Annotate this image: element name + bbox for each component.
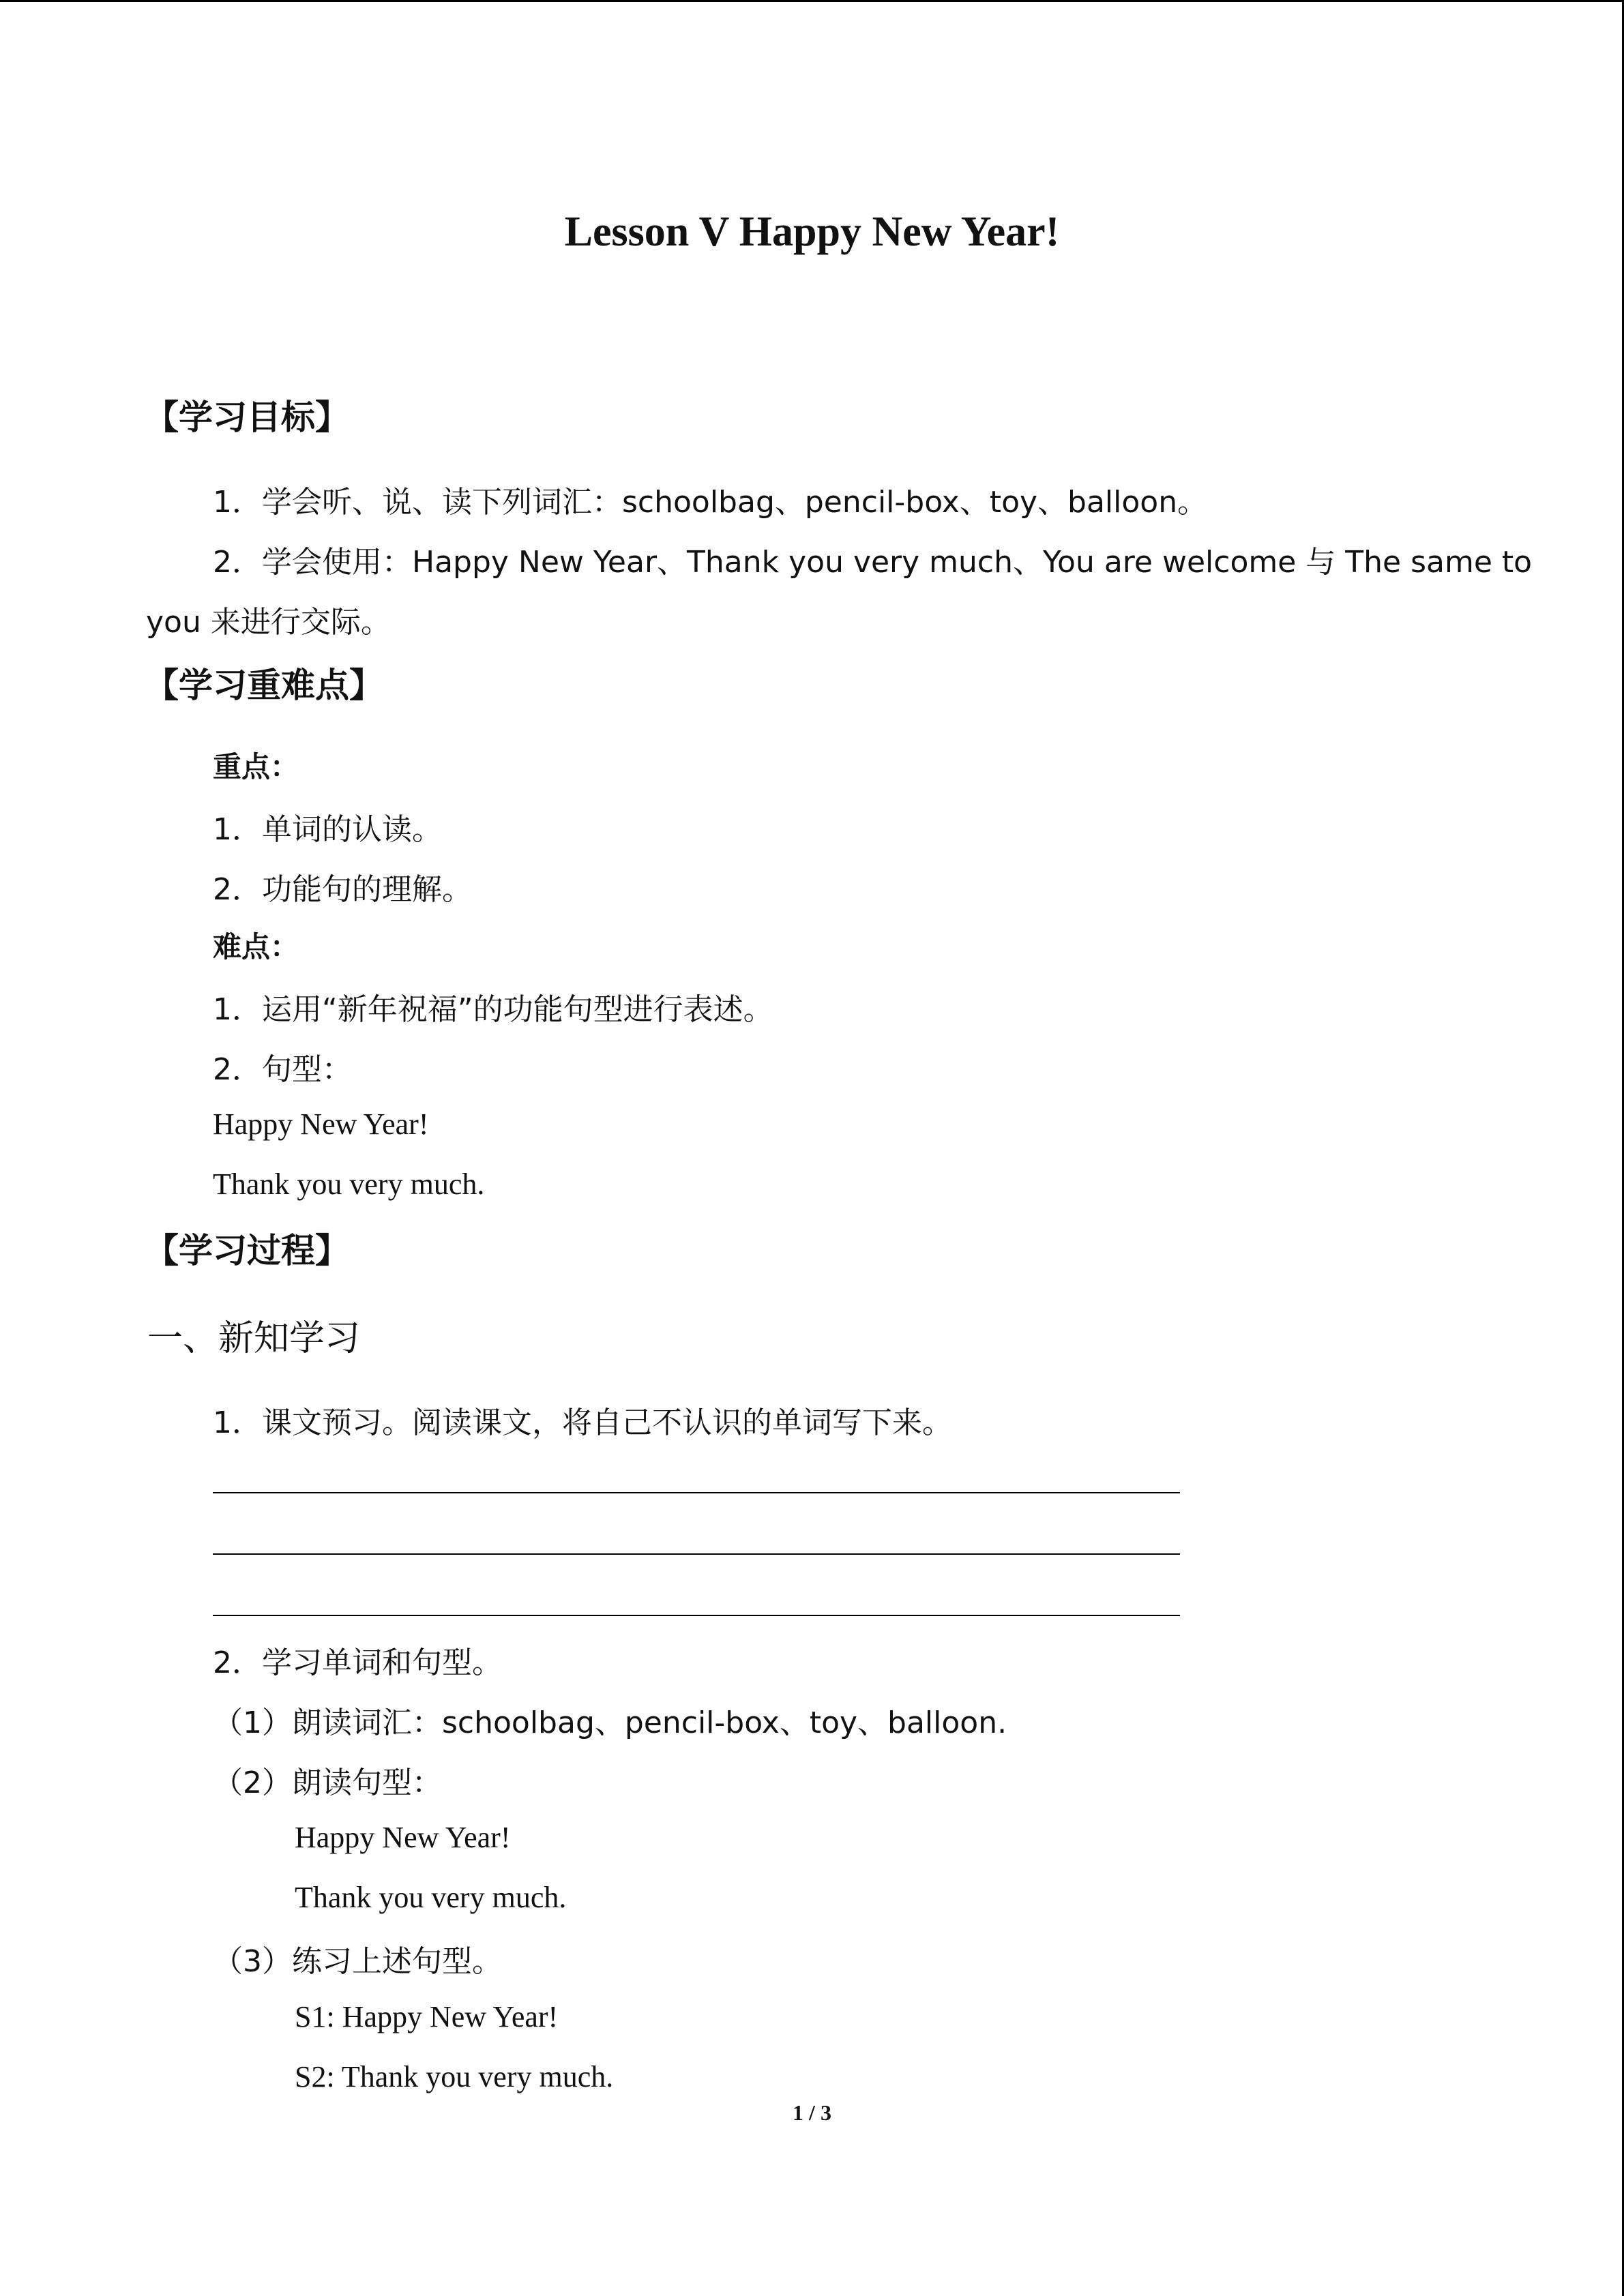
answer-blank-line[interactable]: [213, 1615, 1180, 1616]
dialogue-line-s1: S1: Happy New Year!: [295, 2000, 559, 2033]
key-points-label: 重点：: [213, 750, 299, 784]
goal-item-2-line-2: you 来进行交际。: [146, 605, 391, 640]
goal-item-1: 1．学会听、说、读下列词汇：schoolbag、pencil-box、toy、balloon。: [213, 485, 1208, 520]
focus-sentence-2: Thank you very much.: [213, 1167, 485, 1201]
answer-blank-line[interactable]: [213, 1492, 1180, 1493]
answer-blank-line[interactable]: [213, 1553, 1180, 1555]
process-sub-2: （2）朗读句型：: [213, 1765, 442, 1800]
difficult-point-item-2: 2．句型：: [213, 1052, 352, 1087]
section-heading-goals: 【学习目标】: [145, 398, 349, 437]
process-sub-3: （3）练习上述句型。: [213, 1944, 502, 1979]
part-heading-new-knowledge: 一、新知学习: [147, 1318, 361, 1359]
goal-item-2-line-1: 2．学会使用：Happy New Year、Thank you very much、You are welcome 与 The same to: [213, 545, 1533, 580]
process-sub-1: （1）朗读词汇：schoolbag、pencil-box、toy、balloon.: [213, 1705, 1007, 1740]
page-number: 1 / 3: [793, 2100, 831, 2125]
process-step-2: 2．学习单词和句型。: [213, 1645, 502, 1680]
dialogue-line-s2: S2: Thank you very much.: [295, 2060, 614, 2093]
section-heading-process: 【学习过程】: [145, 1231, 349, 1270]
process-step-1: 1．课文预习。阅读课文，将自己不认识的单词写下来。: [213, 1405, 952, 1440]
section-heading-focus: 【学习重难点】: [145, 666, 383, 705]
focus-sentence-1: Happy New Year!: [213, 1107, 429, 1141]
document-title: Lesson V Happy New Year!: [564, 209, 1060, 255]
difficult-point-item-1: 1．运用“新年祝福”的功能句型进行表述。: [213, 992, 773, 1027]
practice-sentence-2: Thank you very much.: [295, 1881, 567, 1914]
key-point-item-2: 2．功能句的理解。: [213, 872, 472, 907]
practice-sentence-1: Happy New Year!: [295, 1821, 511, 1854]
key-point-item-1: 1．单词的认读。: [213, 812, 442, 847]
difficult-points-label: 难点：: [213, 930, 299, 964]
